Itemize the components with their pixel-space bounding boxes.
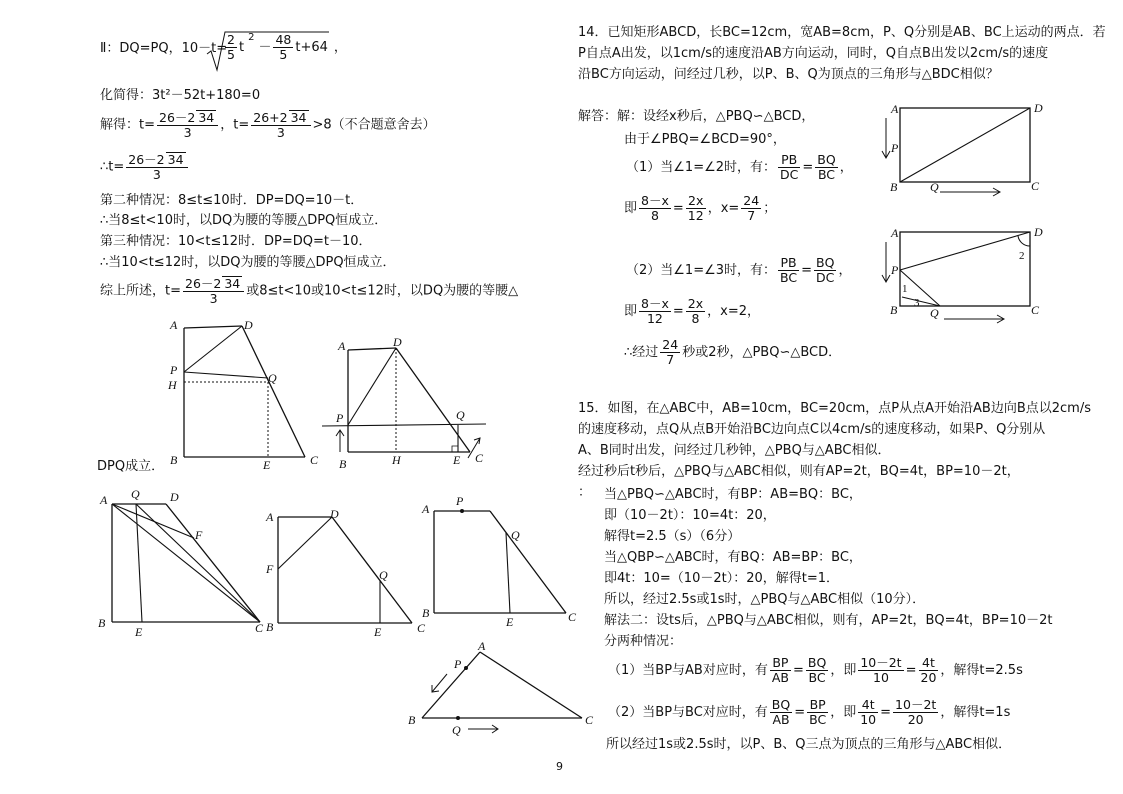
label-D: D [330, 507, 339, 521]
left-line-3: 解得：t= $\frac{26-2 34}{3}$ ，t= $\frac{26+2 34}{3}$ >8（不合题意舍去） [100, 110, 436, 140]
figure-8 [402, 640, 602, 740]
label-B: B [408, 713, 416, 727]
figure-7 [872, 222, 1052, 326]
label-P: P [336, 411, 344, 425]
q15-line-3: A、B同时出发，问经过几秒钟，△PBQ与△ABC相似． [578, 443, 891, 458]
label-Q: Q [379, 568, 388, 582]
label-D: D [170, 490, 179, 504]
label-P: P [170, 363, 178, 377]
label-H: H [392, 453, 401, 467]
a15-line-1: 经过秒后t秒后，△PBQ与△ABC相似，则有AP=2t，BQ=4t，BP=10－2t， [578, 464, 1020, 479]
left-line-9: 综上所述，t= $\frac{26-2 34}{3}$ 或8≤t<10或10<t≤12时，以DQ为腰的等腰△ [100, 276, 519, 306]
label-F: F [195, 528, 203, 542]
label-Q: Q [930, 306, 939, 320]
a15-line-12: 所以经过1s或2.5s时，以P、B、Q三点为顶点的三角形与△ABC相似． [606, 737, 1012, 752]
left-line-7: 第三种情况：10<t≤12时．DP=DQ=t－10． [100, 234, 372, 249]
label-Q: Q [930, 180, 939, 194]
a15-line-2: 当△PBQ∽△ABC时，有BP：AB=BQ：BC， [604, 487, 862, 502]
left-line-6: ∴当8≤t<10时，以DQ为腰的等腰△DPQ恒成立． [100, 213, 388, 228]
label-A: A [891, 102, 899, 116]
fraction: $\frac{26+2 34}{3}$ [251, 110, 310, 140]
a15-line-6: 即4t：10=（10－2t）：20，解得t=1． [604, 571, 840, 586]
label-Q: Q [268, 371, 277, 385]
a14-line-1: 解答：解：设经x秒后，△PBQ∽△BCD， [578, 109, 815, 124]
label-D: D [244, 318, 253, 332]
label-E: E [506, 615, 514, 629]
left-line-2: 化简得：3t²－52t+180=0 [100, 88, 261, 103]
left-line-10: DPQ成立． [97, 459, 165, 474]
a15-line-7: 所以，经过2.5s或1s时，△PBQ与△ABC相似（10分）． [604, 592, 926, 607]
fraction: $\frac{48}{5}$ [275, 32, 292, 62]
left-line-5: 第二种情况：8≤t≤10时．DP=DQ=10－t． [100, 193, 364, 208]
label-C: C [568, 610, 577, 624]
a15-line-1b: ： [578, 485, 592, 500]
fraction: $\frac{2}{5}$ [227, 32, 235, 62]
page-number: 9 [556, 760, 563, 773]
fraction: $\frac{26-2 34}{3}$ [126, 152, 187, 182]
label-B: B [890, 180, 898, 194]
label-P: P [454, 657, 462, 671]
label-A: A [100, 493, 108, 507]
q14-line-1: 14．已知矩形ABCD，长BC=12cm，宽AB=8cm，P、Q分别是AB、BC上运动的两点．若 [578, 25, 1106, 40]
label-P: P [891, 263, 899, 277]
label-C: C [255, 621, 264, 635]
left-line-8: ∴当10<t≤12时，以DQ为腰的等腰△DPQ恒成立． [100, 255, 396, 270]
label-C: C [1031, 179, 1040, 193]
a14-line-4: 即 $\frac{8-x}{8}$ = $\frac{2x}{12}$ ，x= $\frac{24}{7}$ ； [624, 193, 777, 223]
left-line-4: ∴t= $\frac{26-2 34}{3}$ [100, 152, 190, 182]
label-Q: Q [452, 723, 461, 737]
label-P: P [456, 495, 464, 508]
label-1: 1 [902, 283, 908, 295]
fraction: $\frac{26-2 34}{3}$ [183, 276, 244, 306]
a15-line-3: 即（10－2t）：10=4t：20， [604, 508, 776, 523]
figure-5 [418, 495, 583, 630]
label-C: C [310, 453, 319, 467]
label-E: E [135, 625, 143, 639]
fraction: $\frac{26-2 34}{3}$ [157, 110, 218, 140]
q15-line-2: 的速度移动，点Q从点B开始沿BC边向点C以4cm/s的速度移动，如果P、Q分别从 [578, 422, 1046, 437]
label-E: E [453, 453, 461, 467]
figure-2 [322, 330, 492, 475]
label-C: C [417, 621, 426, 635]
label-A: A [170, 318, 178, 332]
a15-line-10: （1）当BP与AB对应时，有 $\frac{BP}{AB}$ = $\frac{BQ}{BC}$ ，即 $\frac{10-2t}{10}$ = $\frac{4t}{20}$ ，解得t=2.5s [608, 655, 1023, 685]
label-A: A [891, 226, 899, 240]
figure-3 [96, 482, 276, 642]
label-A: A [266, 510, 274, 524]
left-line-1-radicand: $\frac{2}{5}$ $t^2-$ $\frac{48}{5}$ t+64 ， [227, 31, 347, 62]
label-E: E [263, 458, 271, 472]
label-C: C [475, 451, 484, 465]
label-2: 2 [1019, 250, 1025, 262]
label-B: B [266, 620, 274, 634]
a14-line-2: 由于∠PBQ=∠BCD=90°， [624, 132, 786, 147]
label-D: D [1034, 101, 1043, 115]
label-F: F [266, 562, 274, 576]
label-C: C [1031, 303, 1040, 317]
a14-line-5: （2）当∠1=∠3时，有： $\frac{PB}{BC}$ = $\frac{BQ}{DC}$ ， [626, 255, 852, 285]
a15-line-11: （2）当BP与BC对应时，有 $\frac{BQ}{AB}$ = $\frac{BP}{BC}$ ，即 $\frac{4t}{10}$ = $\frac{10-2t}{20}$ ，解得t=1s [608, 697, 1011, 727]
label-E: E [374, 625, 382, 639]
label-D: D [393, 335, 402, 349]
q14-line-3: 沿BC方向运动，问经过几秒，以P、B、Q为顶点的三角形与△BDC相似？ [578, 67, 999, 82]
label-H: H [168, 378, 177, 392]
label-P: P [891, 141, 899, 155]
label-B: B [890, 303, 898, 317]
q15-line-1: 15．如图，在△ABC中，AB=10cm，BC=20cm，点P从点A开始沿AB边向B点以2cm/s [578, 401, 1091, 416]
a14-line-3: （1）当∠1=∠2时，有： $\frac{PB}{DC}$ = $\frac{BQ}{BC}$ ， [626, 152, 853, 182]
label-A: A [338, 339, 346, 353]
label-Q: Q [511, 528, 520, 542]
label-B: B [98, 616, 106, 630]
a14-line-7: ∴经过 $\frac{24}{7}$ 秒或2秒，△PBQ∽△BCD． [624, 337, 842, 367]
label-Q: Q [131, 487, 140, 501]
text: Ⅱ：DQ=PQ，10－t= [100, 41, 228, 56]
a14-line-6: 即 $\frac{8-x}{12}$ = $\frac{2x}{8}$ ，x=2， [624, 296, 760, 326]
label-B: B [339, 457, 347, 471]
label-B: B [170, 453, 178, 467]
figure-1 [160, 312, 330, 472]
figure-6 [872, 98, 1052, 198]
q14-line-2: P自点A出发，以1cm/s的速度沿AB方向运动，同时，Q自点B出发以2cm/s的速度 [578, 46, 1049, 61]
label-D: D [1034, 225, 1043, 239]
label-B: B [422, 606, 430, 620]
label-3: 3 [914, 297, 920, 309]
label-A: A [422, 502, 430, 516]
a15-line-4: 解得t=2.5（s）（6分） [604, 529, 741, 544]
label-Q: Q [456, 408, 465, 422]
label-C: C [585, 713, 594, 727]
a15-line-9: 分两种情况： [604, 634, 683, 649]
a15-line-5: 当△QBP∽△ABC时，有BQ：AB=BP：BC， [604, 550, 862, 565]
figure-4 [262, 505, 432, 640]
label-A: A [478, 640, 486, 653]
a15-line-8: 解法二：设ts后，△PBQ与△ABC相似，则有，AP=2t，BQ=4t，BP=10－2t [604, 613, 1053, 628]
